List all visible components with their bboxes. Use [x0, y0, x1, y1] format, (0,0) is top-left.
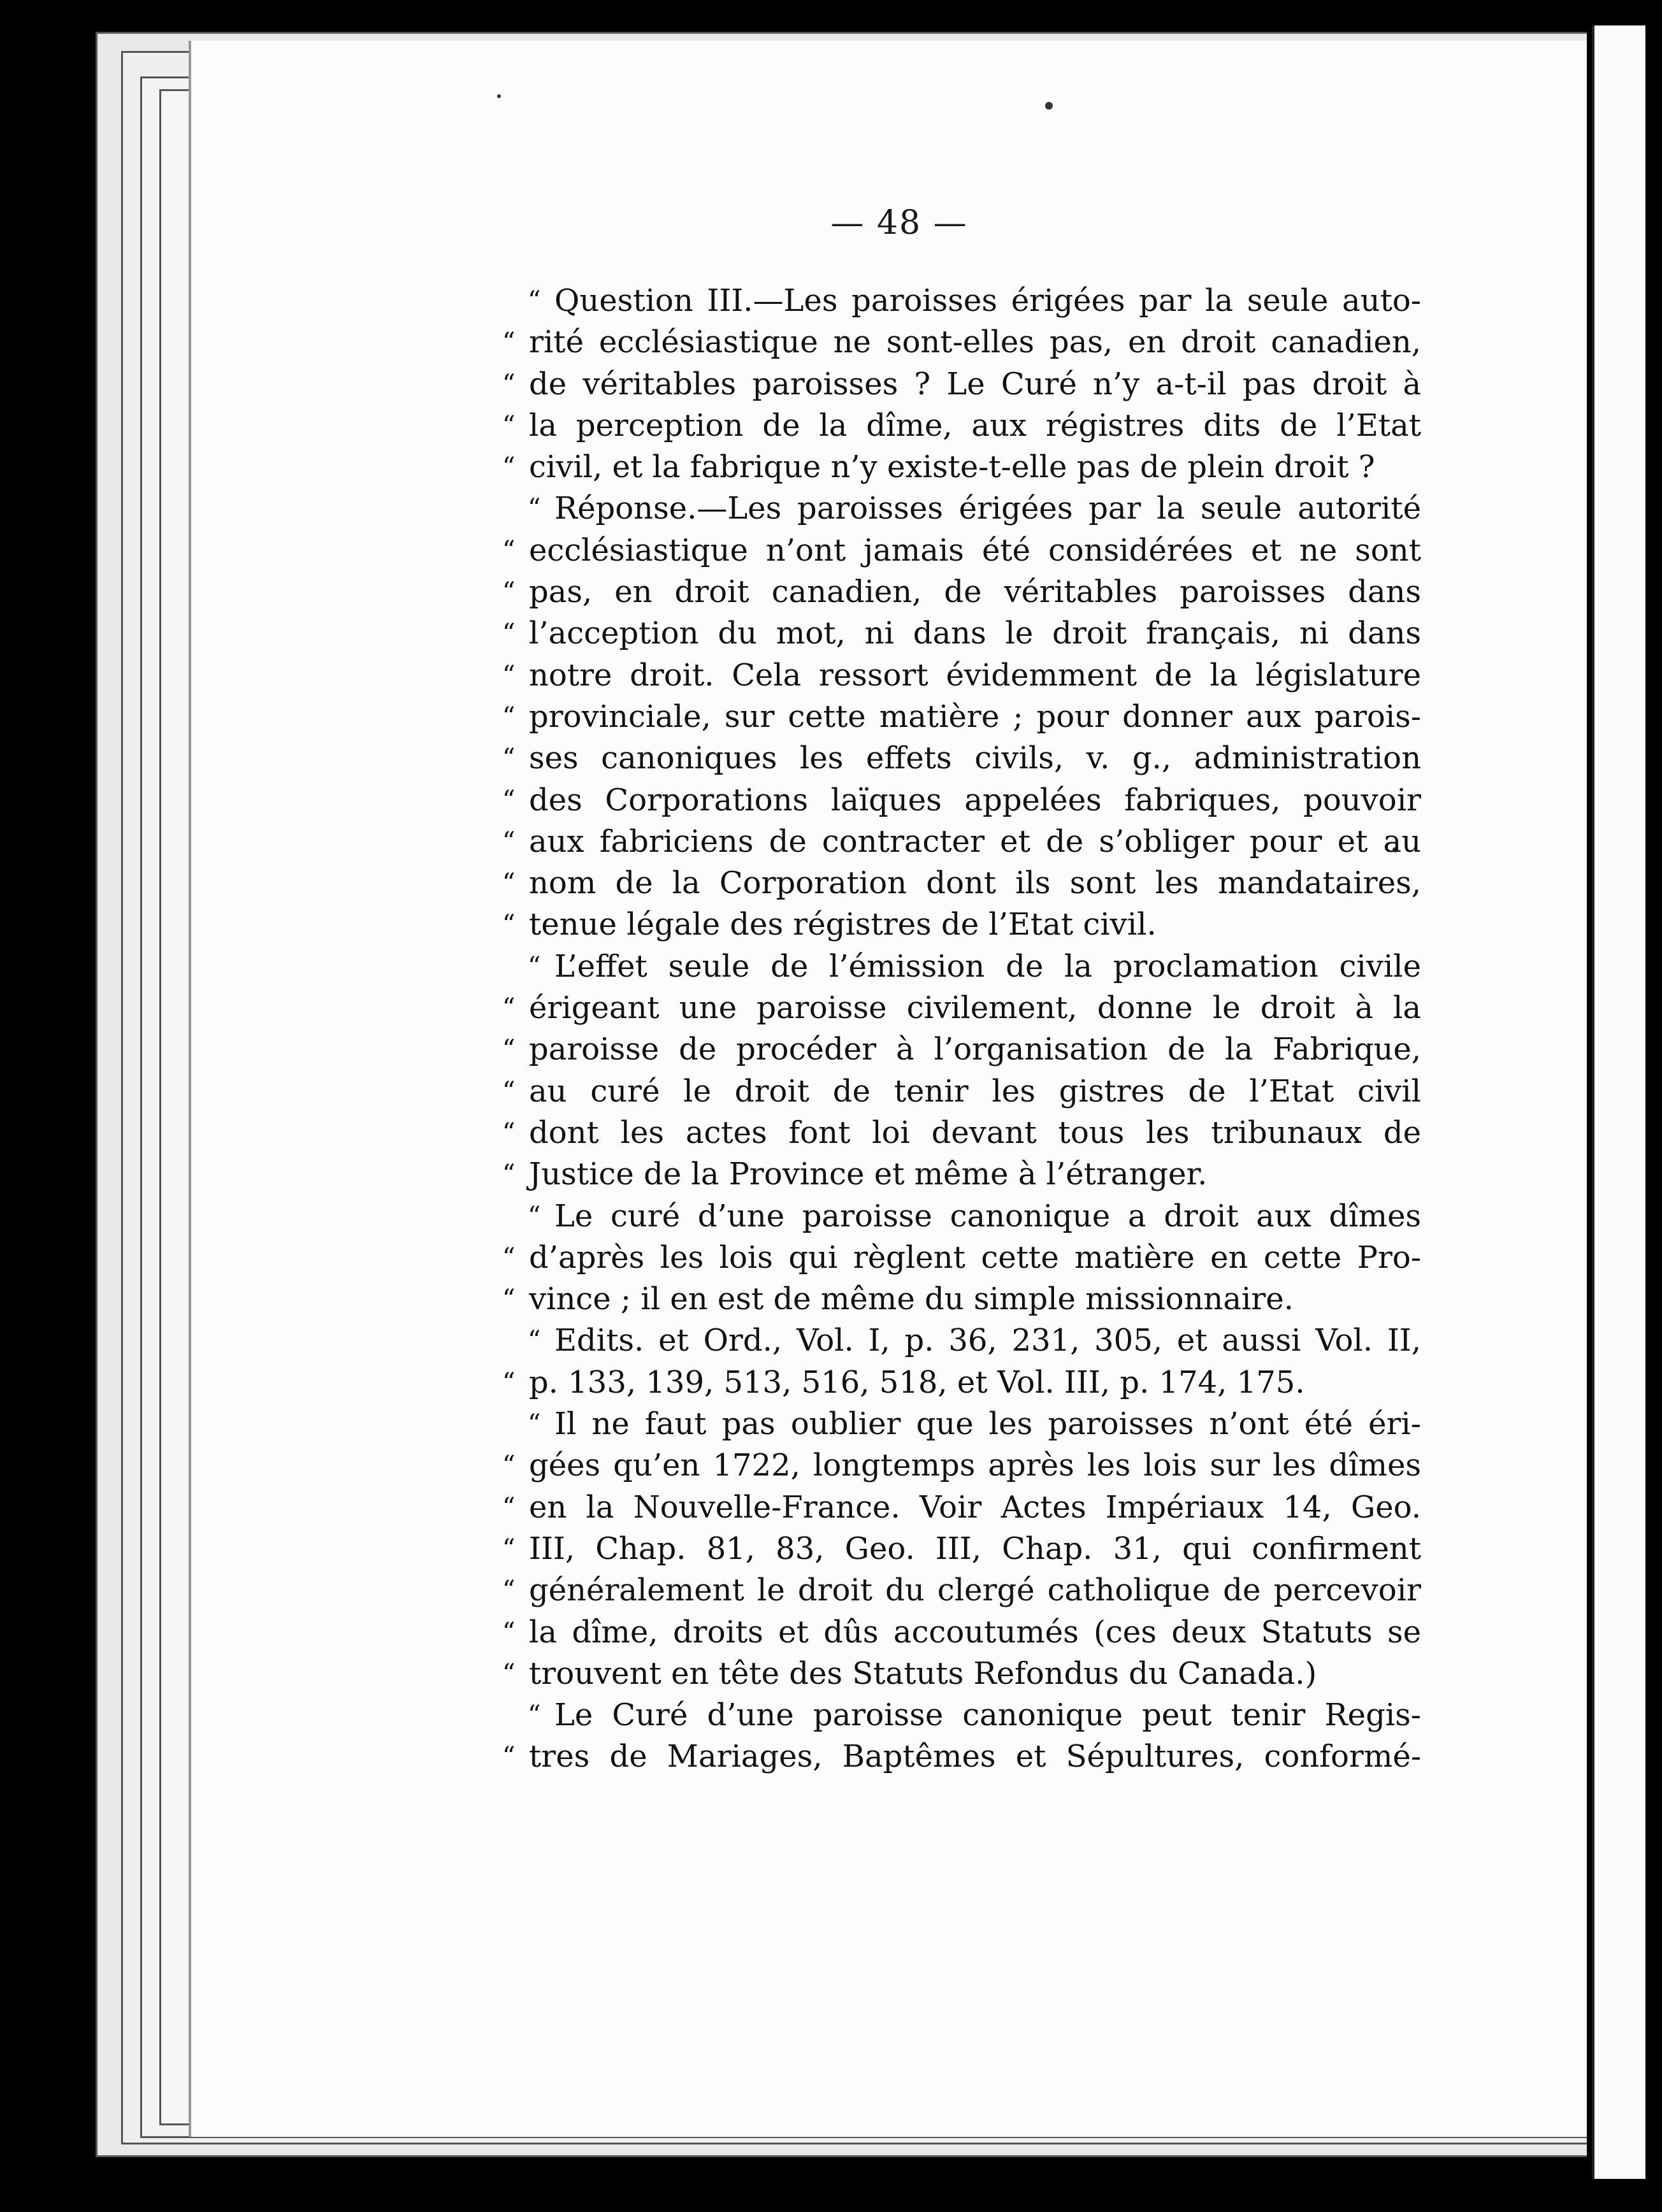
- quote-mark: “: [502, 1367, 516, 1397]
- quote-mark: “: [502, 577, 516, 607]
- quote-mark: “: [502, 1742, 516, 1772]
- text-line: [502, 988, 1421, 1029]
- text-line: [502, 1736, 1421, 1778]
- quote-mark: “: [502, 452, 516, 482]
- line-text: Le curé d’une paroisse canonique a droit aux dîmes: [554, 1198, 1421, 1234]
- quote-mark: “: [502, 993, 516, 1023]
- text-line: [529, 946, 1421, 988]
- text-line: [529, 1404, 1421, 1445]
- line-text: rité ecclésiastique ne sont-elles pas, en droit canadien,: [529, 324, 1421, 361]
- line-text: des Corporations laïques appelées fabriques, pouvoir: [529, 782, 1421, 818]
- scan-speck: [1045, 102, 1053, 110]
- quote-mark: “: [528, 494, 541, 524]
- quote-mark: “: [502, 785, 516, 815]
- text-line: [502, 447, 1421, 488]
- text-line: [502, 1487, 1421, 1528]
- quote-mark: “: [528, 951, 541, 981]
- scan-speck: [497, 94, 501, 98]
- quote-mark: “: [502, 826, 516, 856]
- quote-mark: “: [502, 327, 516, 357]
- line-text: Réponse.—Les paroisses érigées par la seule autorité: [554, 491, 1421, 527]
- quote-mark: “: [502, 1284, 516, 1314]
- text-line: [502, 904, 1421, 945]
- text-line: [502, 1112, 1421, 1154]
- line-text: Justice de la Province et même à l’étranger.: [529, 1156, 1208, 1193]
- text-line: [502, 1445, 1421, 1486]
- text-line: [529, 1196, 1421, 1237]
- text-line: [502, 1570, 1421, 1611]
- line-text: tenue légale des régistres de l’Etat civil.: [529, 907, 1157, 943]
- page-number: — 48 —: [830, 204, 968, 242]
- quote-mark: “: [502, 1492, 516, 1522]
- line-text: nom de la Corporation dont ils sont les mandataires,: [529, 865, 1421, 901]
- line-text: provinciale, sur cette matière ; pour donner aux parois-: [529, 698, 1421, 735]
- text-line: [502, 655, 1421, 696]
- quote-mark: “: [502, 701, 516, 731]
- text-line: [529, 1320, 1421, 1361]
- text-line: [502, 1279, 1421, 1320]
- quote-mark: “: [528, 1201, 541, 1231]
- line-text: civil, et la fabrique n’y existe-t-elle pas de plein droit ?: [529, 449, 1375, 485]
- quote-mark: “: [502, 1533, 516, 1563]
- text-line: [502, 613, 1421, 654]
- line-text: tres de Mariages, Baptêmes et Sépultures, conformé-: [529, 1739, 1421, 1775]
- line-text: l’acception du mot, ni dans le droit français, ni dans: [529, 615, 1421, 652]
- line-text: Question III.—Les paroisses érigées par la seule auto-: [554, 283, 1421, 319]
- line-text: III, Chap. 81, 83, Geo. III, Chap. 31, qui confirment: [529, 1530, 1421, 1567]
- quote-mark: “: [502, 369, 516, 399]
- line-text: vince ; il en est de même du simple missionnaire.: [529, 1281, 1294, 1318]
- line-text: notre droit. Cela ressort évidemment de la législature: [529, 657, 1421, 693]
- text-line: [502, 1237, 1421, 1279]
- quote-mark: “: [528, 1409, 541, 1439]
- text-line: [529, 488, 1421, 529]
- line-text: paroisse de procéder à l’organisation de la Fabrique,: [529, 1031, 1421, 1068]
- line-text: pas, en droit canadien, de véritables paroisses dans: [529, 574, 1421, 610]
- text-line: [502, 863, 1421, 904]
- text-line: [502, 738, 1421, 779]
- quote-mark: “: [502, 910, 516, 940]
- line-text: Edits. et Ord., Vol. I, p. 36, 231, 305, et aussi Vol. II,: [554, 1323, 1421, 1359]
- quote-mark: “: [502, 1451, 516, 1481]
- quote-mark: “: [528, 1700, 541, 1730]
- text-line: [502, 530, 1421, 571]
- text-line: [502, 1029, 1421, 1070]
- line-text: trouvent en tête des Statuts Refondus du Canada.): [529, 1655, 1317, 1691]
- quote-mark: “: [502, 1658, 516, 1688]
- text-line: [502, 322, 1421, 363]
- line-text: en la Nouvelle-France. Voir Actes Impériaux 14, Geo.: [529, 1489, 1421, 1525]
- text-line: [502, 1653, 1421, 1695]
- line-text: d’après les lois qui règlent cette matière en cette Pro-: [529, 1239, 1421, 1275]
- quote-mark: “: [502, 535, 516, 565]
- quote-mark: “: [502, 660, 516, 690]
- text-line: [529, 1695, 1421, 1736]
- body-text: [502, 280, 1421, 1778]
- text-line: [502, 1362, 1421, 1404]
- quote-mark: “: [502, 1242, 516, 1272]
- line-text: p. 133, 139, 513, 516, 518, et Vol. III, p. 174, 175.: [529, 1364, 1305, 1400]
- text-line: [502, 696, 1421, 738]
- quote-mark: “: [502, 1117, 516, 1147]
- text-line: [502, 821, 1421, 863]
- line-text: ses canoniques les effets civils, v. g., administration: [529, 740, 1421, 777]
- text-line: [502, 1154, 1421, 1195]
- line-text: aux fabriciens de contracter et de s’obliger pour et au: [529, 823, 1421, 859]
- quote-mark: “: [502, 868, 516, 898]
- quote-mark: “: [502, 1076, 516, 1106]
- text-line: [502, 571, 1421, 613]
- quote-mark: “: [528, 286, 541, 315]
- line-text: L’effet seule de l’émission de la proclamation civile: [554, 948, 1421, 984]
- line-text: Le Curé d’une paroisse canonique peut tenir Regis-: [554, 1697, 1421, 1734]
- line-text: Il ne faut pas oublier que les paroisses n’ont été éri-: [554, 1406, 1421, 1442]
- line-text: érigeant une paroisse civilement, donne le droit à la: [529, 990, 1421, 1026]
- quote-mark: “: [502, 1035, 516, 1065]
- line-text: gées qu’en 1722, longtemps après les lois sur les dîmes: [529, 1447, 1421, 1484]
- text-line: [502, 1071, 1421, 1112]
- line-text: généralement le droit du clergé catholique de percevoir: [529, 1572, 1421, 1609]
- line-text: de véritables paroisses ? Le Curé n’y a-t-il pas droit à: [529, 366, 1421, 402]
- quote-mark: “: [502, 410, 516, 440]
- line-text: au curé le droit de tenir les gistres de l’Etat civil: [529, 1073, 1421, 1109]
- line-text: ecclésiastique n’ont jamais été considérées et ne sont: [529, 532, 1421, 568]
- text-line: [502, 1612, 1421, 1653]
- quote-mark: “: [502, 1576, 516, 1605]
- quote-mark: “: [502, 743, 516, 773]
- quote-mark: “: [502, 1617, 516, 1647]
- facing-page-edge: [1592, 25, 1645, 2179]
- text-line: [502, 364, 1421, 405]
- quote-mark: “: [528, 1326, 541, 1356]
- text-line: [502, 405, 1421, 447]
- line-text: dont les actes font loi devant tous les tribunaux de: [529, 1114, 1421, 1151]
- quote-mark: “: [502, 619, 516, 649]
- text-line: [529, 280, 1421, 322]
- line-text: la perception de la dîme, aux régistres dits de l’Etat: [529, 407, 1421, 443]
- line-text: la dîme, droits et dûs accoutumés (ces deux Statuts se: [529, 1614, 1421, 1650]
- text-line: [502, 780, 1421, 821]
- text-line: [502, 1528, 1421, 1570]
- quote-mark: “: [502, 1160, 516, 1189]
